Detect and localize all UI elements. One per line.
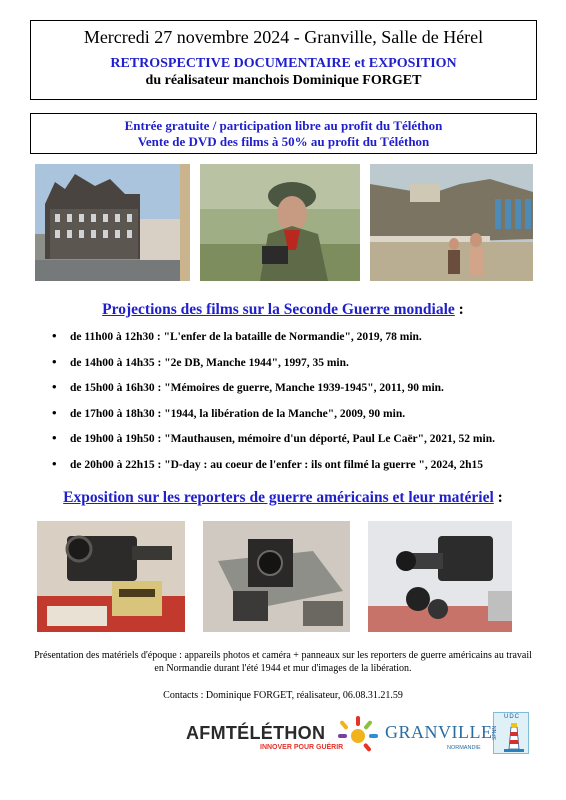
exposition-title-text: Exposition sur les reporters de guerre américains et leur matériel	[63, 489, 494, 506]
film-list-item: • de 15h00 à 16h30 : "Mémoires de guerre, Manche 1939-1945", 2011, 90 min.	[52, 381, 552, 407]
dvd-sale-text: Vente de DVD des films à 50% au profit du Téléthon	[137, 134, 430, 149]
lighthouse-icon	[502, 721, 526, 753]
header-box	[30, 20, 537, 100]
free-entry-text: Entrée gratuite / participation libre au profit du Téléthon	[124, 118, 443, 133]
udc-logo	[493, 712, 529, 754]
photo-vintage-movie-camera	[37, 521, 185, 632]
granville-normandie-label: NORMANDIE	[447, 745, 481, 751]
projections-title-colon: :	[454, 301, 464, 318]
film-schedule-list	[52, 330, 552, 484]
projections-title-text: Projections des films sur la Seconde Guerre mondiale	[102, 301, 455, 318]
contact-line: Contacts : Dominique FORGET, réalisateur, 06.08.31.21.59	[163, 690, 403, 701]
granville-logo	[385, 718, 493, 758]
afm-telethon-logo	[184, 718, 380, 760]
photo-beach-children	[370, 164, 533, 281]
granville-wordmark: GRANVILLE	[385, 722, 493, 742]
photo-vintage-photo-cameras	[203, 521, 350, 632]
film-list-item-text: de 14h00 à 14h35 : "2e DB, Manche 1944", 1997, 35 min.	[70, 356, 349, 369]
exposition-title-colon: :	[493, 489, 503, 506]
photo-war-cameraman	[200, 164, 360, 281]
event-date-location: Mercredi 27 novembre 2024 - Granville, Salle de Hérel	[83, 27, 484, 47]
photo-granville-buildings	[35, 164, 190, 281]
film-list-item: • de 11h00 à 12h30 : "L'enfer de la bataille de Normandie", 2019, 78 min.	[52, 330, 552, 356]
exhibition-description: Présentation des matériels d'époque : appareils photos et caméra + panneaux sur les reporters de guerre américains au travail en Normandie durant l'été 1944 et mur d'images de la libération.	[34, 650, 532, 674]
photo-camera-with-film-reels	[368, 521, 512, 632]
telethon-sun-icon	[338, 714, 378, 754]
event-subtitle: du réalisateur manchois Dominique FORGET	[145, 73, 422, 88]
afm-telethon-tagline: INNOVER POUR GUÉRIR	[260, 744, 344, 751]
udc-side-label: SPNN	[491, 726, 498, 740]
afm-telethon-wordmark: AFMTÉLÉTHON	[186, 723, 326, 743]
info-box	[30, 113, 537, 154]
projections-section-title	[0, 301, 566, 319]
film-list-item: • de 20h00 à 22h15 : "D-day : au coeur de l'enfer : ils ont filmé la guerre ", 2024, 2h15	[52, 458, 552, 484]
exposition-section-title	[0, 489, 566, 507]
film-list-item: • de 19h00 à 19h50 : "Mauthausen, mémoire d'un déporté, Paul Le Caër", 2021, 52 min.	[52, 432, 552, 458]
udc-label: UDC	[504, 714, 520, 720]
film-list-item: • de 17h00 à 18h30 : "1944, la libération de la Manche", 2009, 90 min.	[52, 407, 552, 433]
film-list-item	[52, 356, 552, 382]
event-title: RETROSPECTIVE DOCUMENTAIRE et EXPOSITION	[110, 56, 457, 71]
